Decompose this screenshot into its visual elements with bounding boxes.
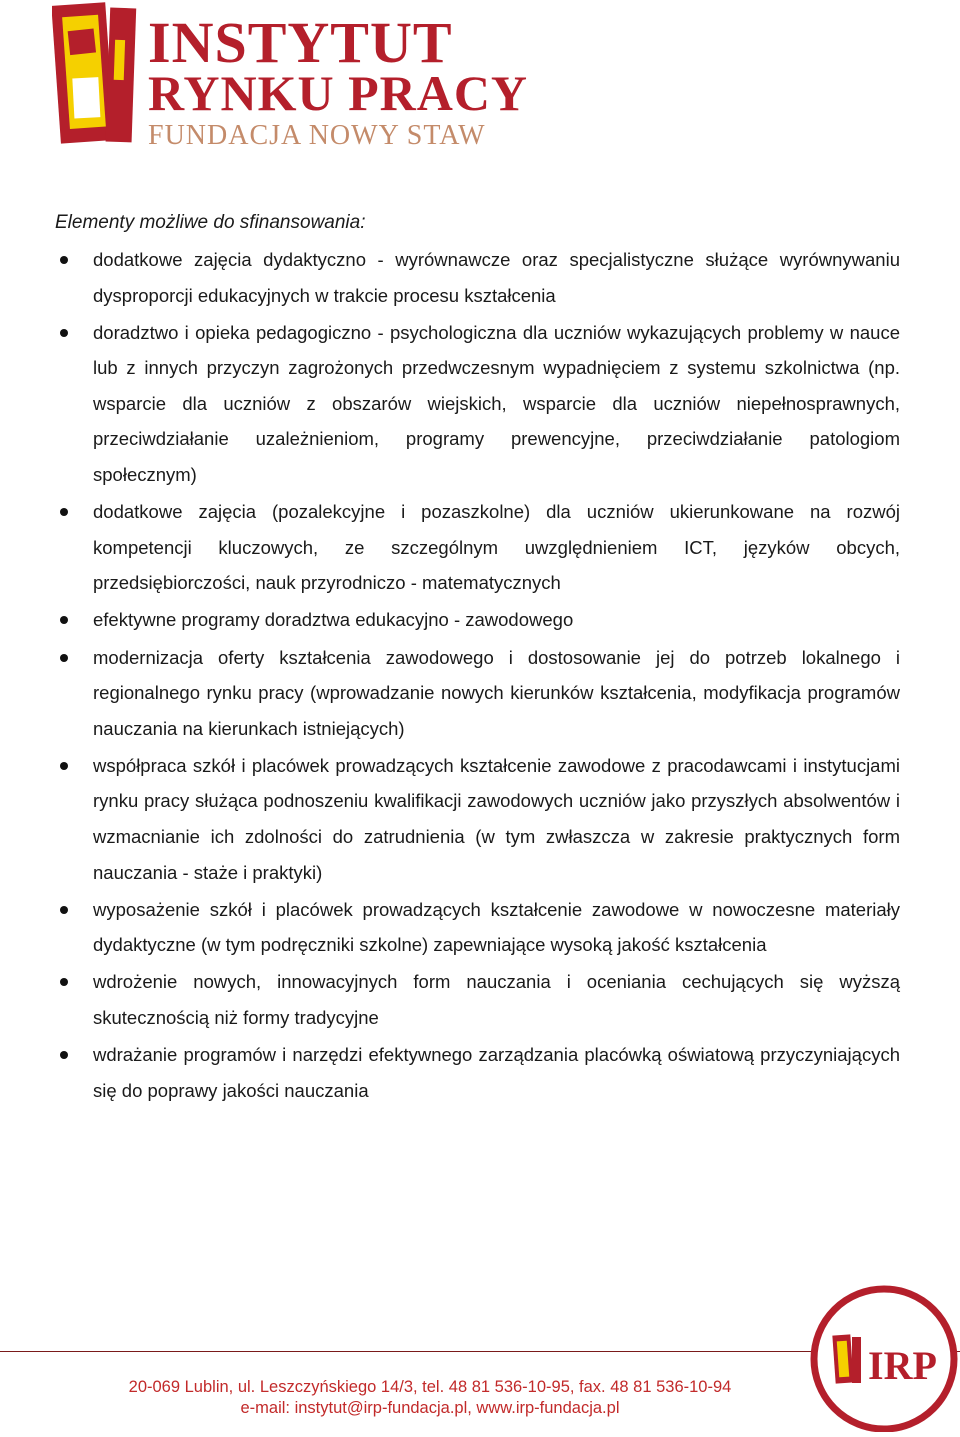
footer-address: 20-069 Lublin, ul. Leszczyńskiego 14/3, tel. 48 81 536-10-95, fax. 48 81 536-10-94	[128, 1378, 732, 1396]
irp-badge-text: IRP	[868, 1343, 937, 1388]
list-item-text: efektywne programy doradztwa edukacyjno - zawodowego	[93, 609, 574, 631]
logo-title-line2: RYNKU PRACY	[148, 65, 529, 121]
list-item-text: wdrażanie programów i narzędzi efektywnego zarządzania placówką oświatową przyczyniających się do poprawy jakości nauczania	[93, 1044, 900, 1101]
list-item	[55, 315, 900, 493]
list-item-text: dodatkowe zajęcia (pozalekcyjne i pozaszkolne) dla uczniów ukierunkowane na rozwój kompetencji kluczowych, ze szczególnym uwzględnieniem ICT, języków obcych, przedsiębiorczości, nauk przyrodniczo - matematycznych	[93, 501, 900, 594]
bullet-icon	[60, 1051, 68, 1059]
institute-logo	[52, 0, 564, 152]
logo-mark-icon	[52, 2, 136, 143]
list-item	[55, 602, 900, 638]
list-item-text: dodatkowe zajęcia dydaktyczno - wyrównawcze oraz specjalistyczne służące wyrównywaniu dysproporcji edukacyjnych w trakcie procesu kształcenia	[93, 249, 900, 306]
list-item-text: wdrożenie nowych, innowacyjnych form nauczania i oceniania cechujących się wyższą skutecznością niż formy tradycyjne	[93, 971, 900, 1028]
irp-badge	[806, 1283, 960, 1432]
list-item-text: współpraca szkół i placówek prowadzących kształcenie zawodowe z pracodawcami i instytucjami rynku pracy służąca podnoszeniu kwalifikacji zawodowych uczniów jako przyszłych absolwentów i wzmacnianie ich zdolności do zatrudnienia (w tym zwłaszcza w zakresie praktycznych form nauczania - staże i praktyki)	[93, 754, 900, 883]
logo-subtitle: FUNDACJA NOWY STAW	[148, 120, 486, 151]
bullet-icon	[60, 616, 68, 624]
document-body	[55, 205, 900, 1110]
list-item	[55, 1037, 900, 1108]
list-item-text: wyposażenie szkół i placówek prowadzących kształcenie zawodowe w nowoczesne materiały dydaktyczne (w tym podręczniki szkolne) zapewniające wysoką jakość kształcenia	[93, 898, 900, 956]
list-item	[55, 964, 900, 1035]
list-item-text: modernizacja oferty kształcenia zawodowego i dostosowanie jej do potrzeb lokalnego i regionalnego rynku pracy (wprowadzanie nowych kierunków kształcenia, modyfikacja programów nauczania na kierunkach istniejących)	[93, 646, 900, 739]
list-item	[55, 242, 900, 313]
logo-title-line1: INSTYTUT	[148, 10, 453, 75]
bullet-icon	[60, 906, 68, 914]
irp-mark-icon	[832, 1334, 861, 1383]
footer	[0, 1377, 860, 1419]
bullet-icon	[60, 508, 68, 516]
section-intro: Elementy możliwe do sfinansowania:	[55, 212, 366, 233]
irp-badge-graphic	[806, 1283, 960, 1432]
bullet-icon	[60, 329, 68, 337]
bullet-icon	[60, 762, 68, 770]
list-item	[55, 640, 900, 747]
institute-logo-graphic	[52, 0, 564, 152]
bullet-icon	[60, 256, 68, 264]
list-item	[55, 748, 900, 890]
list-item	[55, 892, 900, 963]
fundable-elements-list	[55, 242, 900, 1108]
footer-contact: e-mail: instytut@irp-fundacja.pl, www.irp-fundacja.pl	[240, 1399, 620, 1417]
list-item	[55, 494, 900, 601]
bullet-icon	[60, 978, 68, 986]
list-item-text: doradztwo i opieka pedagogiczno - psychologiczna dla uczniów wykazujących problemy w nauce lub z innych przyczyn zagrożonych przedwczesnym wypadnięciem z systemu szkolnictwa (np. wsparcie dla uczniów z obszarów wiejskich, wsparcie dla uczniów niepełnosprawnych, przeciwdziałanie uzależnieniom, programy prewencyjne, przeciwdziałanie patologiom społecznym)	[93, 321, 900, 486]
bullet-icon	[60, 654, 68, 662]
